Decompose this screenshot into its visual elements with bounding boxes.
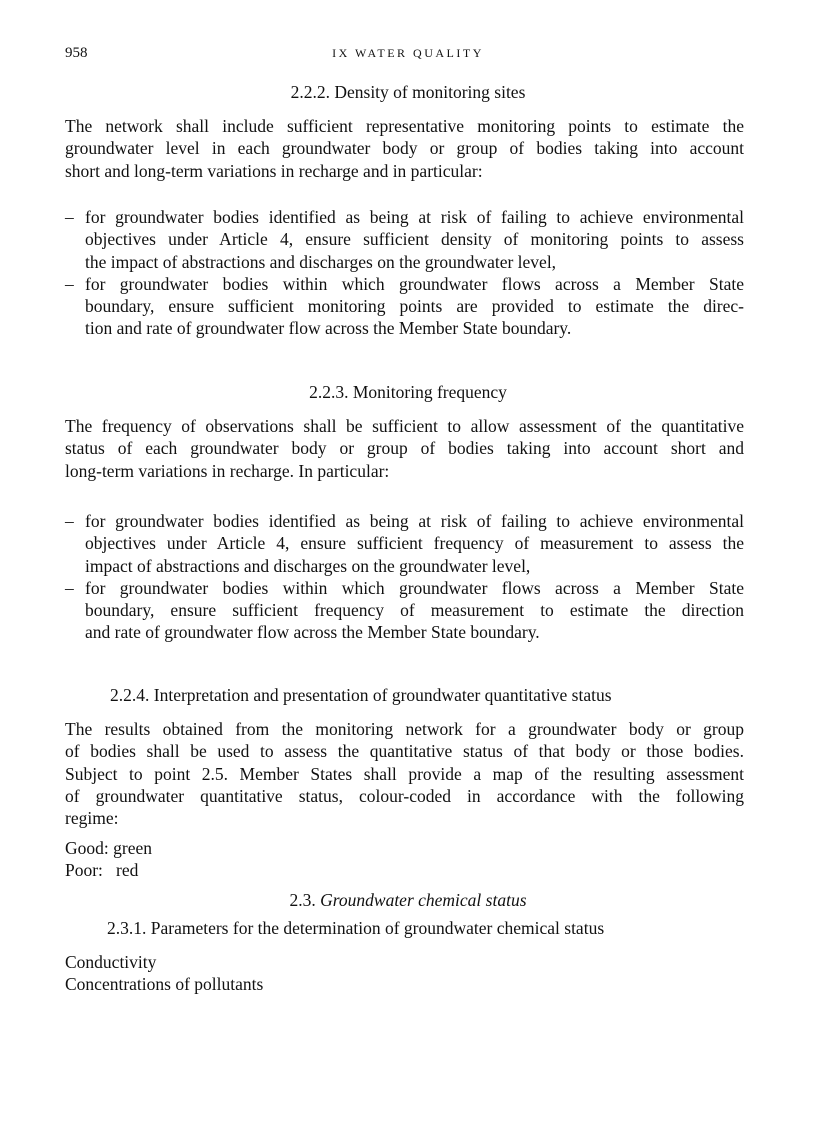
bullet-item — [65, 577, 744, 644]
text-line: for groundwater bodies within which groundwater flows across a Member State — [85, 273, 744, 294]
text-line: impact of abstractions and discharges on the groundwater level, — [85, 555, 531, 576]
heading-2-3-number: 2.3. — [289, 890, 321, 910]
bullet-dash: – — [65, 207, 74, 227]
text-line: and rate of groundwater flow across the Member State boundary. — [85, 622, 540, 643]
bullet-item — [65, 510, 744, 577]
text-line: short and long-term variations in recharge and in particular: — [65, 160, 483, 181]
text-line: the impact of abstractions and discharges on the groundwater level, — [85, 251, 557, 272]
colour-regime — [65, 837, 744, 882]
text-line: for groundwater bodies identified as being at risk of failing to achieve environmental — [85, 511, 744, 531]
text-line: regime: — [65, 808, 119, 829]
text-line: The results obtained from the monitoring network for a groundwater body or group — [65, 719, 744, 739]
text-line: Subject to point 2.5. Member States shall provide a map of the resulting assessment — [65, 763, 744, 784]
text-line: The network shall include sufficient representative monitoring points to estimate the — [65, 116, 744, 136]
text-line: groundwater level in each groundwater body or group of bodies taking into account — [65, 138, 744, 159]
text-line: long-term variations in recharge. In particular: — [65, 460, 390, 481]
bullet-dash: – — [65, 511, 74, 531]
text-line: The frequency of observations shall be sufficient to allow assessment of the quantitative — [65, 416, 744, 436]
parameter-list — [65, 951, 744, 996]
text-line: boundary, ensure sufficient frequency of measurement to estimate the direction — [85, 600, 744, 621]
running-header: IX WATER QUALITY — [332, 46, 484, 60]
text-line: of bodies shall be used to assess the quantitative status of that body or those bodies. — [65, 741, 744, 762]
heading-2-2-3: 2.2.3. Monitoring frequency — [309, 382, 507, 402]
text-line: tion and rate of groundwater flow across the Member State boundary. — [85, 318, 572, 339]
text-line: objectives under Article 4, ensure sufficient frequency of measurement to assess the — [85, 533, 744, 554]
text-line: for groundwater bodies identified as being at risk of failing to achieve environmental — [85, 207, 744, 227]
page-number: 958 — [65, 45, 88, 61]
bullet-item — [65, 206, 744, 273]
bullet-dash: – — [65, 577, 74, 598]
heading-2-3-title: Groundwater chemical status — [320, 890, 527, 910]
bullets-2-2-3 — [65, 510, 744, 644]
parameter-pollutants: Concentrations of pollutants — [65, 974, 264, 995]
regime-poor: Poor: red — [65, 860, 139, 881]
paragraph-2-2-3 — [65, 415, 744, 482]
heading-2-2-4: 2.2.4. Interpretation and presentation of groundwater quantitative status — [110, 685, 612, 705]
bullet-dash: – — [65, 273, 74, 294]
paragraph-2-2-4 — [65, 718, 744, 829]
text-line: of groundwater quantitative status, colour-coded in accordance with the following — [65, 785, 744, 806]
heading-2-3-1: 2.3.1. Parameters for the determination of groundwater chemical status — [107, 918, 605, 938]
text-line: status of each groundwater body or group of bodies taking into account short and — [65, 438, 744, 459]
heading-2-3 — [0, 889, 816, 911]
text-line: for groundwater bodies within which groundwater flows across a Member State — [85, 577, 744, 598]
regime-good: Good: green — [65, 838, 152, 858]
text-line: objectives under Article 4, ensure sufficient density of monitoring points to assess — [85, 229, 744, 250]
bullets-2-2-2 — [65, 206, 744, 340]
text-line: boundary, ensure sufficient monitoring points are provided to estimate the direc- — [85, 296, 744, 317]
paragraph-2-2-2 — [65, 115, 744, 182]
parameter-conductivity: Conductivity — [65, 952, 157, 972]
bullet-item — [65, 273, 744, 340]
heading-2-2-2: 2.2.2. Density of monitoring sites — [290, 82, 526, 102]
